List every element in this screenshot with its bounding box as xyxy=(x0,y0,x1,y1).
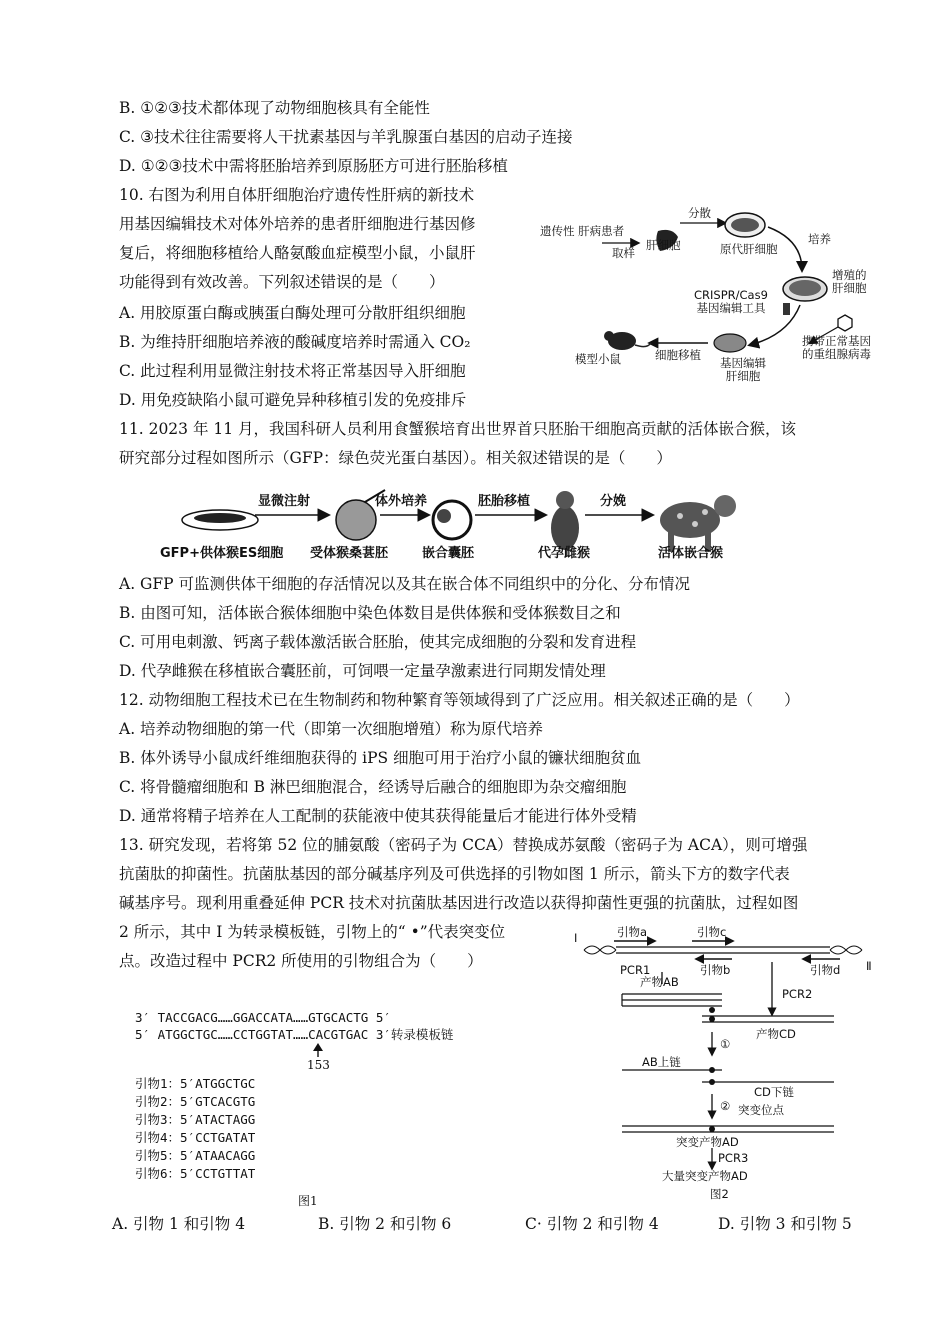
fig2-primer-b: 引物b xyxy=(700,963,731,977)
q11-option-b: B. 由图可知，活体嵌合猴体细胞中染色体数目是供体猴和受体猴数目之和 xyxy=(119,604,621,622)
q10-label-sample: 取样 xyxy=(612,246,635,260)
q12-option-b: B. 体外诱导小鼠成纤维细胞获得的 iPS 细胞可用于治疗小鼠的镰状细胞贫血 xyxy=(119,749,642,767)
q10-stem-line3: 复后，将细胞移植给人酪氨酸血症模型小鼠，小鼠肝 xyxy=(119,244,476,262)
q10-option-b: B. 为维持肝细胞培养液的酸碱度培养时需通入 CO₂ xyxy=(119,333,471,351)
q10-diagram xyxy=(540,195,890,395)
q11-label-birth: 分娩 xyxy=(600,494,627,509)
q10-option-d: D. 用免疫缺陷小鼠可避免异种移植引发的免疫排斥 xyxy=(119,391,467,409)
q11-label-blastocyst: 嵌合囊胚 xyxy=(422,546,475,561)
q13-option-a: A. 引物 1 和引物 4 xyxy=(112,1215,246,1233)
fig1-primer-2: 引物2：5′GTCACGTG xyxy=(135,1094,256,1109)
fig2-product-ab: 产物AB xyxy=(640,975,679,989)
q10-label-crispr: CRISPR/Cas9 基因编辑工具 xyxy=(694,288,768,315)
fig2-pcr2: PCR2 xyxy=(782,987,813,1001)
q10-label-liver-cell: 肝细胞 xyxy=(646,238,681,252)
fig2-primer-a: 引物a xyxy=(617,925,648,939)
q11-label-morula: 受体猴桑葚胚 xyxy=(310,546,389,561)
q12-stem: 12. 动物细胞工程技术已在生物制药和物种繁育等领域得到了广泛应用。相关叙述正确的是（ ） xyxy=(119,691,800,709)
fig2-primer-c: 引物c xyxy=(697,925,727,939)
q12-option-a: A. 培养动物细胞的第一代（即第一次细胞增殖）称为原代培养 xyxy=(119,720,544,738)
q13-stem-line1: 13. 研究发现，若将第 52 位的脯氨酸（密码子为 CCA）替换成苏氨酸（密码子为 ACA），则可增强 xyxy=(119,836,808,854)
fig2-strand-i: I xyxy=(574,931,578,945)
q13-option-d: D. 引物 3 和引物 5 xyxy=(718,1215,852,1233)
q10-label-culture: 培养 xyxy=(808,232,831,246)
fig2-strand-ii: Ⅱ xyxy=(866,959,872,973)
fig1-primer-5: 引物5：5′ATAACAGG xyxy=(135,1148,256,1163)
fig2-pcr3: PCR3 xyxy=(718,1151,749,1165)
fig2-ab-upper: AB上链 xyxy=(642,1055,681,1069)
fig2-caption: 图2 xyxy=(710,1187,729,1201)
q13-stem-line2: 抗菌肽的抑菌性。抗菌肽基因的部分碱基序列及可供选择的引物如图 1 所示，箭头下方的数字代表 xyxy=(119,865,790,883)
q11-label-chimera: 活体嵌合猴 xyxy=(658,546,724,561)
fig1-sequence-bottom: 5′ ATGGCTGC……CCTGGTAT……CACGTGAC 3′转录模板链 xyxy=(135,1027,454,1042)
fig1-arrow-up-icon xyxy=(308,1043,328,1057)
q10-label-patient: 遗传性 肝病患者 xyxy=(540,224,625,238)
q11-option-d: D. 代孕雌猴在移植嵌合囊胚前，可饲喂一定量孕激素进行同期发情处理 xyxy=(119,662,606,680)
q13-stem-line4: 2 所示，其中 I 为转录模板链，引物上的“ •”代表突变位 xyxy=(119,923,506,941)
q12-option-c: C. 将骨髓瘤细胞和 B 淋巴细胞混合，经诱导后融合的细胞即为杂交瘤细胞 xyxy=(119,778,627,796)
q10-label-disperse: 分散 xyxy=(688,206,711,220)
fig2-mutation-site: 突变位点 xyxy=(738,1103,784,1117)
fig2-primer-d: 引物d xyxy=(810,963,841,977)
fig1-position: 153 xyxy=(307,1058,330,1072)
q10-option-a: A. 用胶原蛋白酶或胰蛋白酶处理可分散肝组织细胞 xyxy=(119,304,466,322)
fig2-step-2: ② xyxy=(720,1099,731,1113)
fig2-pcr1: PCR1 xyxy=(620,963,651,977)
q11-diagram xyxy=(160,480,800,568)
q10-stem-line4: 功能得到有效改善。下列叙述错误的是（ ） xyxy=(119,273,445,291)
q11-label-surrogate: 代孕雌猴 xyxy=(538,546,591,561)
q10-label-proliferated: 增殖的 肝细胞 xyxy=(832,268,867,295)
fig1-primer-1: 引物1：5′ATGGCTGC xyxy=(135,1076,256,1091)
fig1-primer-4: 引物4：5′CCTGATAT xyxy=(135,1130,256,1145)
q10-stem-line2: 用基因编辑技术对体外培养的患者肝细胞进行基因修 xyxy=(119,215,476,233)
q13-stem-line5: 点。改造过程中 PCR2 所使用的引物组合为（ ） xyxy=(119,952,483,970)
q9-option-c: C. ③技术往往需要将人干扰素基因与羊乳腺蛋白基因的启动子连接 xyxy=(119,128,573,146)
fig2-mass-product: 大量突变产物AD xyxy=(662,1169,748,1183)
q11-option-a: A. GFP 可监测供体干细胞的存活情况以及其在嵌合体不同组织中的分化、分布情况 xyxy=(119,575,691,593)
fig1-primer-3: 引物3：5′ATACTAGG xyxy=(135,1112,256,1127)
q11-stem-line2: 研究部分过程如图所示（GFP：绿色荧光蛋白基因）。相关叙述错误的是（ ） xyxy=(119,449,672,467)
q10-label-transplant: 细胞移植 xyxy=(655,348,701,362)
q9-option-d: D. ①②③技术中需将胚胎培养到原肠胚方可进行胚胎移植 xyxy=(119,157,508,175)
q11-label-transfer: 胚胎移植 xyxy=(478,494,531,509)
q13-stem-line3: 碱基序号。现利用重叠延伸 PCR 技术对抗菌肽基因进行改造以获得抑菌性更强的抗菌肽，过程如图 xyxy=(119,894,799,912)
q11-stem-line1: 11. 2023 年 11 月，我国科研人员利用食蟹猴培育出世界首只胚胎干细胞高贡献的活体嵌合猴，该 xyxy=(119,420,797,438)
q10-option-c: C. 此过程利用显微注射技术将正常基因导入肝细胞 xyxy=(119,362,466,380)
fig2-cd-lower: CD下链 xyxy=(754,1085,794,1099)
q10-label-edited: 基因编辑 肝细胞 xyxy=(720,356,766,383)
q11-option-c: C. 可用电刺激、钙离子载体激活嵌合胚胎，使其完成细胞的分裂和发育进程 xyxy=(119,633,637,651)
fig2-step-1: ① xyxy=(720,1037,731,1051)
q13-option-b: B. 引物 2 和引物 6 xyxy=(318,1215,452,1233)
fig2-product-cd: 产物CD xyxy=(756,1027,796,1041)
q13-figure2 xyxy=(572,922,884,1204)
fig1-primer-6: 引物6：5′CCTGTTAT xyxy=(135,1166,256,1181)
q11-label-es-cells: GFP+供体猴ES细胞 xyxy=(160,546,284,561)
q13-option-c: C· 引物 2 和引物 4 xyxy=(525,1215,659,1233)
q11-label-culture: 体外培养 xyxy=(375,494,428,509)
q12-option-d: D. 通常将精子培养在人工配制的获能液中使其获得能量后才能进行体外受精 xyxy=(119,807,637,825)
q11-label-microinjection: 显微注射 xyxy=(258,494,311,509)
q10-label-primary: 原代肝细胞 xyxy=(720,242,778,256)
q10-label-virus: 携带正常基因 的重组腺病毒 xyxy=(802,334,871,361)
q10-label-mouse: 模型小鼠 xyxy=(575,352,621,366)
q9-option-b: B. ①②③技术都体现了动物细胞核具有全能性 xyxy=(119,99,430,117)
fig2-mutant-ad: 突变产物AD xyxy=(676,1135,739,1149)
fig1-caption: 图1 xyxy=(298,1194,318,1208)
q10-stem-line1: 10. 右图为利用自体肝细胞治疗遗传性肝病的新技术 xyxy=(119,186,475,204)
fig1-sequence-top: 3′ TACCGACG……GGACCATA……GTGCACTG 5′ xyxy=(135,1010,391,1025)
q13-figure1 xyxy=(135,1010,555,1210)
